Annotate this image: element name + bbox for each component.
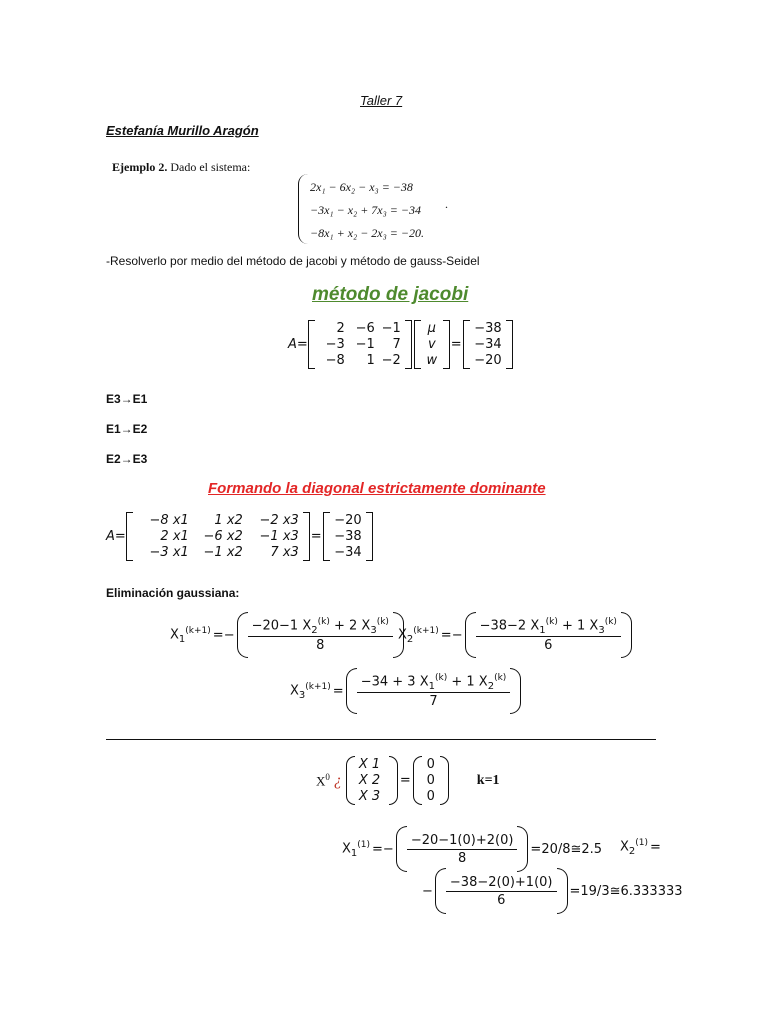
author-name: Estefanía Murillo Aragón bbox=[106, 123, 259, 138]
initial-vector-equation bbox=[316, 756, 500, 805]
jacobi-cell: 7 bbox=[392, 337, 401, 352]
jacobi-rhs: −34 bbox=[474, 337, 502, 352]
diagonal-rhs: −34 bbox=[334, 545, 362, 560]
initial-var: X 3 bbox=[358, 789, 381, 804]
elimination-label: Eliminación gaussiana: bbox=[106, 586, 240, 600]
example-heading: Ejemplo 2. bbox=[112, 160, 168, 174]
jacobi-matrix-equation bbox=[288, 320, 513, 369]
x2-iter-result: =19/3≅6.333333 bbox=[569, 883, 683, 899]
diagonal-matrix-equation bbox=[106, 512, 373, 561]
equation-1: 2x₁ − 6x₂ − x₃ = −38 bbox=[310, 180, 413, 194]
swap-1: E3→E1 bbox=[106, 392, 148, 406]
jacobi-rhs: −38 bbox=[474, 321, 502, 336]
x2-iteration-1-lhs bbox=[620, 838, 661, 857]
diagonal-cell: −1 x2 bbox=[203, 545, 243, 560]
x3-formula-eq: = bbox=[332, 683, 344, 699]
initial-var: X 2 bbox=[358, 773, 381, 788]
equation-system bbox=[310, 176, 424, 245]
diagonal-cell: −3 x1 bbox=[149, 545, 189, 560]
diagonal-rhs: −20 bbox=[334, 513, 362, 528]
jacobi-var: w bbox=[426, 353, 438, 368]
x1-iter-fraction: $\frac{-20-1(0)+2(0)}{8}$ bbox=[396, 826, 529, 872]
equation-2: −3x₁ − x₂ + 7x₃ = −34 bbox=[310, 203, 421, 217]
jacobi-cell: 2 bbox=[336, 321, 345, 336]
jacobi-title: método de jacobi bbox=[312, 284, 469, 305]
instruction-text: -Resolverlo por medio del método de jacobi y método de gauss-Seidel bbox=[106, 254, 480, 268]
x2-formula-eq: =− bbox=[440, 627, 463, 643]
x1-formula-lhs: $X_1^{(k+1)}$ bbox=[170, 625, 211, 645]
initial-glyph: ¿ bbox=[333, 771, 342, 789]
equals-sign: = bbox=[310, 529, 322, 544]
initial-var: X 1 bbox=[358, 757, 381, 772]
diagonal-cell: −2 x3 bbox=[259, 513, 299, 528]
diagonal-matrix-label: A= bbox=[106, 529, 126, 544]
initial-vector-lhs: $X^0$ bbox=[316, 771, 330, 789]
x1-iter-result: =20/8≅2.5 bbox=[530, 841, 603, 857]
initial-value-vector bbox=[413, 756, 449, 805]
x3-iteration-formula bbox=[290, 668, 521, 714]
diagonal-rhs-vector bbox=[323, 512, 373, 561]
diagonal-title: Formando la diagonal estrictamente dominante bbox=[208, 480, 546, 497]
x2-iter-fraction: $\frac{-38-2(0)+1(0)}{6}$ bbox=[435, 868, 568, 914]
diagonal-cell: −8 x1 bbox=[149, 513, 189, 528]
jacobi-rhs-vector bbox=[463, 320, 513, 369]
equals-sign: = bbox=[450, 337, 462, 352]
x1-formula-eq: =− bbox=[212, 627, 235, 643]
jacobi-variable-vector bbox=[414, 320, 450, 369]
document-title: Taller 7 bbox=[360, 93, 403, 108]
example-intro-line bbox=[112, 160, 250, 175]
initial-variable-vector bbox=[346, 756, 398, 805]
x2-iter-neg: − bbox=[422, 883, 433, 899]
k-label: k=1 bbox=[476, 772, 500, 788]
jacobi-cell: −8 bbox=[325, 353, 345, 368]
diagonal-rhs: −38 bbox=[334, 529, 362, 544]
diagonal-cell: −6 x2 bbox=[203, 529, 243, 544]
initial-value: 0 bbox=[426, 757, 435, 772]
section-divider bbox=[106, 739, 656, 740]
x2-iteration-1 bbox=[422, 868, 683, 914]
x1-iteration-formula bbox=[170, 612, 404, 658]
x2-iteration-formula bbox=[398, 612, 632, 658]
x3-formula-fraction: $\frac{-34 + 3 X_1^{(k)} + 1 X_2^{(k)}}{7}$ bbox=[346, 668, 522, 714]
initial-eq: = bbox=[399, 773, 411, 788]
jacobi-cell: −1 bbox=[355, 337, 375, 352]
diagonal-cell: 1 x2 bbox=[214, 513, 243, 528]
x2-iter-eq: = bbox=[650, 839, 661, 855]
x1-formula-fraction: $\frac{-20-1 X_2^{(k)} + 2 X_3^{(k)}}{8}$ bbox=[237, 612, 404, 658]
diagonal-coefficient-matrix bbox=[126, 512, 310, 561]
equation-system-dot: . bbox=[445, 197, 448, 211]
swap-2: E1→E2 bbox=[106, 422, 148, 436]
x1-iter-eq: =− bbox=[372, 841, 394, 857]
x3-formula-lhs: $X_3^{(k+1)}$ bbox=[290, 681, 331, 701]
jacobi-var: μ bbox=[427, 321, 436, 336]
jacobi-cell: −2 bbox=[381, 353, 401, 368]
initial-value: 0 bbox=[426, 789, 435, 804]
jacobi-cell: −3 bbox=[325, 337, 345, 352]
swap-3: E2→E3 bbox=[106, 452, 148, 466]
jacobi-cell: 1 bbox=[366, 353, 375, 368]
jacobi-coefficient-matrix bbox=[308, 320, 412, 369]
x2-iter-lhs: $X_2^{(1)}$ bbox=[620, 838, 649, 857]
jacobi-var: v bbox=[427, 337, 436, 352]
x2-formula-lhs: $X_2^{(k+1)}$ bbox=[398, 625, 439, 645]
diagonal-cell: 2 x1 bbox=[160, 529, 189, 544]
x1-iteration-1 bbox=[342, 826, 602, 872]
jacobi-matrix-label: A= bbox=[288, 337, 308, 352]
jacobi-cell: −6 bbox=[355, 321, 375, 336]
equation-3: −8x₁ + x₂ − 2x₃ = −20. bbox=[310, 226, 424, 240]
diagonal-cell: 7 x3 bbox=[270, 545, 299, 560]
jacobi-rhs: −20 bbox=[474, 353, 502, 368]
x2-formula-fraction: $\frac{-38-2 X_1^{(k)} + 1 X_3^{(k)}}{6}$ bbox=[465, 612, 632, 658]
initial-value: 0 bbox=[426, 773, 435, 788]
jacobi-cell: −1 bbox=[381, 321, 401, 336]
diagonal-cell: −1 x3 bbox=[259, 529, 299, 544]
example-intro: Dado el sistema: bbox=[170, 160, 251, 174]
x1-iter-lhs: $X_1^{(1)}$ bbox=[342, 839, 371, 859]
